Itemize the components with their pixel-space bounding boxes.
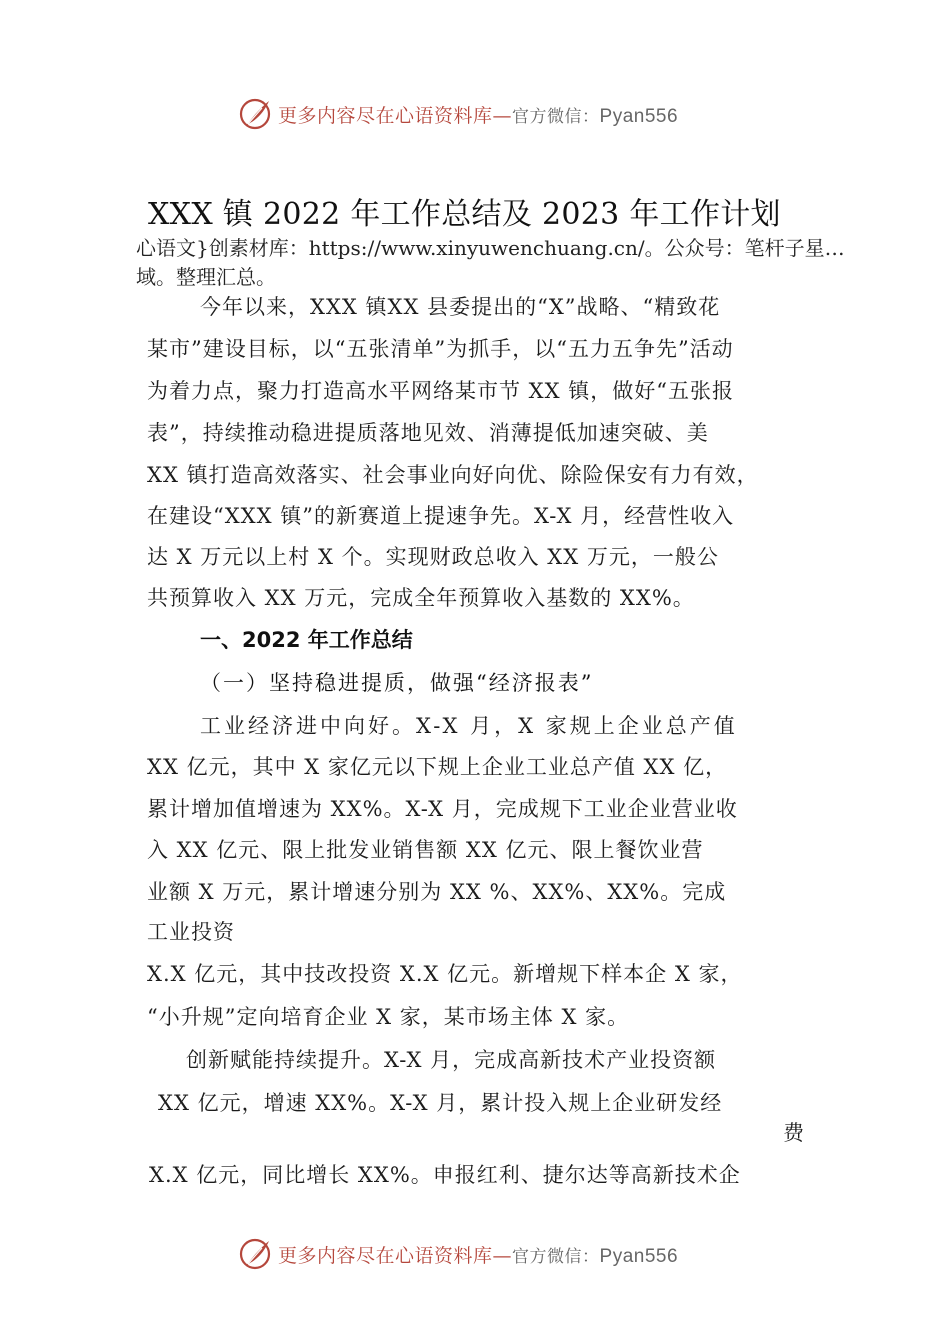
industry-line: 工业经济进中向好。X-X 月，X 家规上企业总产值 — [200, 714, 738, 738]
document-title: XXX 镇 2022 年工作总结及 2023 年工作计划 — [148, 197, 781, 232]
intro-line: 表”，持续推动稳进提质落地见效、消薄提低加速突破、美 — [147, 421, 709, 445]
innovation-line: XX 亿元，增速 XX%。X-X 月，累计投入规上企业研发经 — [158, 1091, 723, 1115]
intro-line: 为着力点，聚力打造高水平网络某市节 XX 镇，做好“五张报 — [147, 379, 734, 403]
innovation-line: 费 — [783, 1121, 805, 1145]
section-heading: 一、2022 年工作总结 — [200, 628, 413, 652]
feather-pen-logo-icon — [238, 1236, 274, 1272]
intro-line: 达 X 万元以上村 X 个。实现财政总收入 XX 万元，一般公 — [147, 545, 719, 569]
watermark-text: 更多内容尽在心语资料库—官方微信：Pyan556 — [278, 1245, 679, 1267]
industry-line: XX 亿元，其中 X 家亿元以下规上企业工业总产值 XX 亿， — [147, 755, 728, 779]
watermark-footer — [0, 1236, 950, 1276]
feather-pen-logo-icon — [238, 96, 274, 132]
watermark-header — [0, 96, 950, 136]
industry-line: 工业投资 — [147, 920, 235, 944]
industry-line: 入 XX 亿元、限上批发业销售额 XX 亿元、限上餐饮业营 — [147, 838, 704, 862]
intro-line: 今年以来，XXX 镇XX 县委提出的“X”战略、“精致花 — [200, 295, 721, 319]
source-line: 心语文}创素材库：https://www.xinyuwenchuang.cn/。公众号：笔杆子星…域。整理汇总。 — [136, 236, 845, 289]
intro-line: 共预算收入 XX 万元，完成全年预算收入基数的 XX%。 — [147, 586, 695, 610]
intro-line: 在建设“XXX 镇”的新赛道上提速争先。X-X 月，经营性收入 — [147, 504, 735, 528]
watermark-text: 更多内容尽在心语资料库—官方微信：Pyan556 — [278, 105, 679, 127]
intro-line: 某市”建设目标，以“五张清单”为抓手，以“五力五争先”活动 — [147, 337, 734, 361]
industry-line: “小升规”定向培育企业 X 家，某市场主体 X 家。 — [147, 1005, 630, 1029]
innovation-line: 创新赋能持续提升。X-X 月，完成高新技术产业投资额 — [186, 1048, 717, 1072]
intro-line: XX 镇打造高效落实、社会事业向好向优、除险保安有力有效， — [147, 463, 759, 487]
industry-line: 业额 X 万元，累计增速分别为 XX %、XX%、XX%。完成 — [147, 880, 727, 904]
innovation-line: X.X 亿元，同比增长 XX%。申报红利、捷尔达等高新技术企 — [149, 1163, 741, 1187]
industry-line: X.X 亿元，其中技改投资 X.X 亿元。新增规下样本企 X 家， — [147, 962, 743, 986]
subsection-heading: （一）坚持稳进提质，做强“经济报表” — [200, 671, 594, 695]
industry-line: 累计增加值增速为 XX%。X-X 月，完成规下工业企业营业收 — [147, 797, 738, 821]
